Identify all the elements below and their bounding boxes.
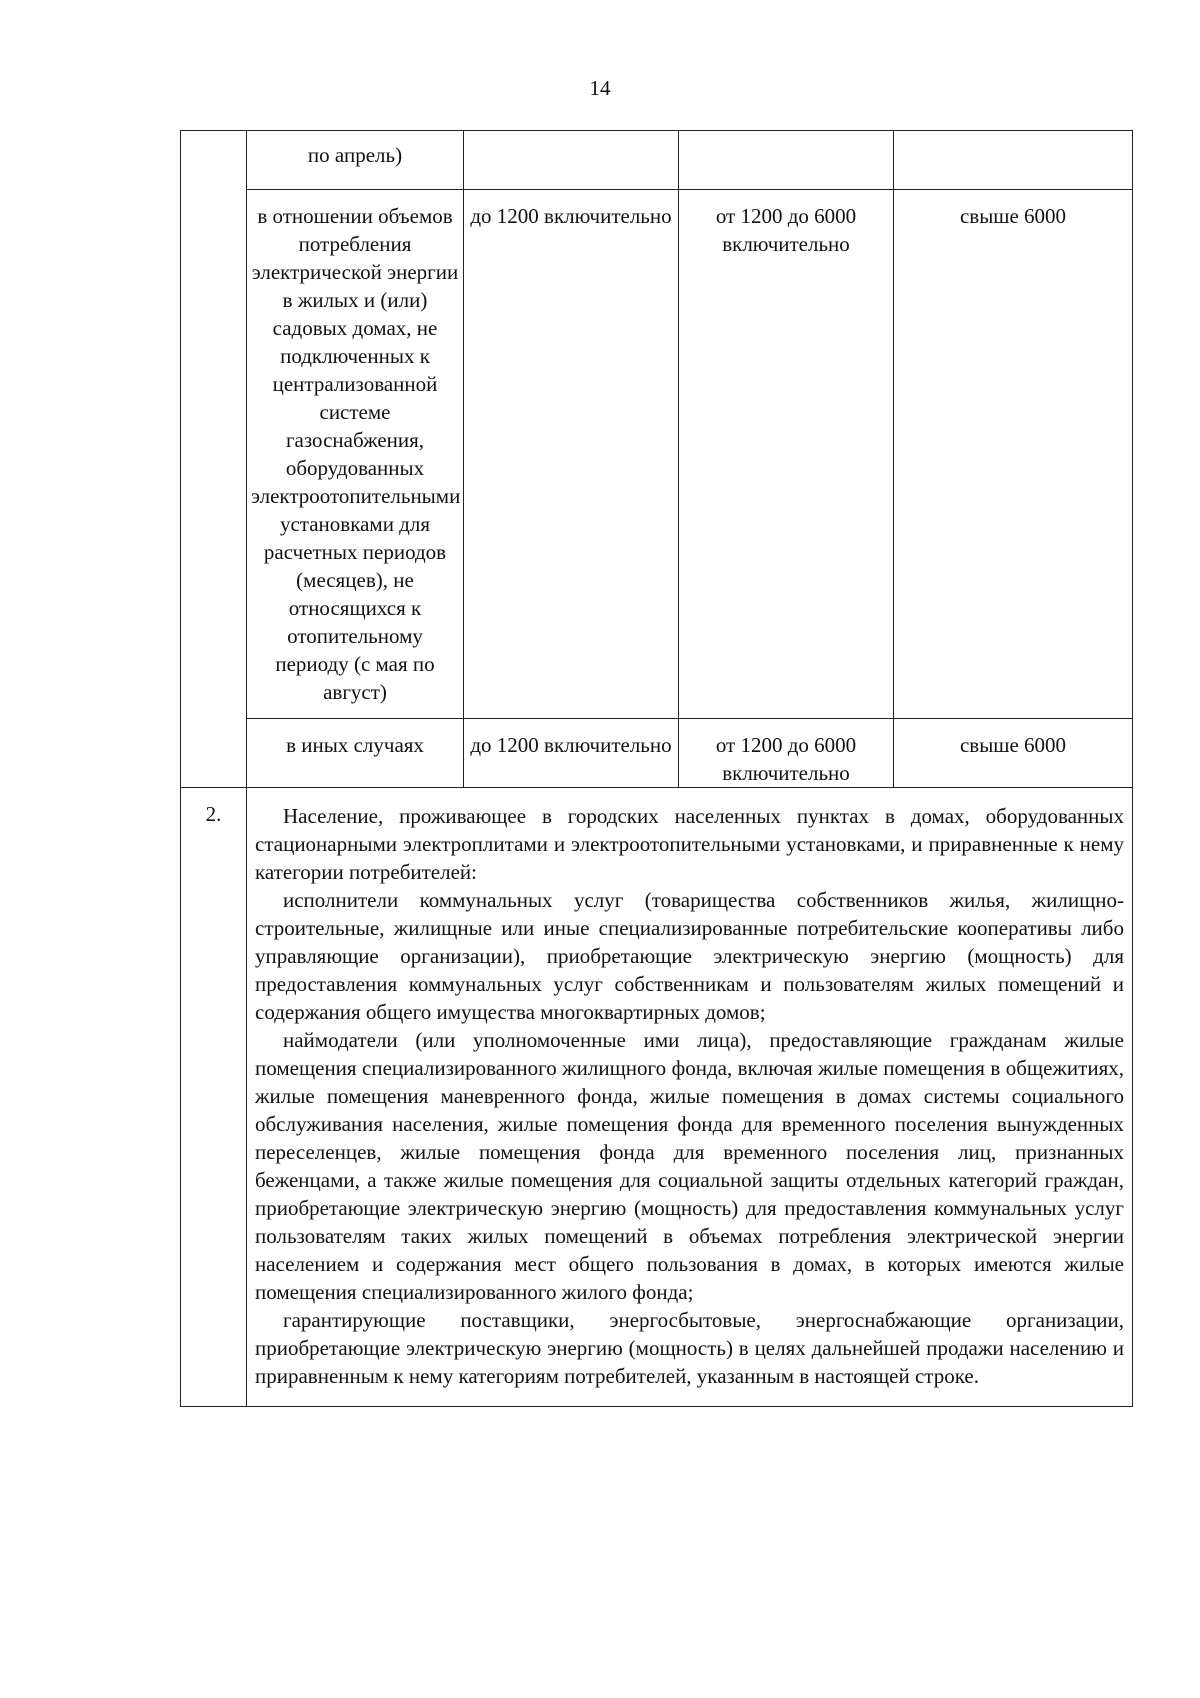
value-cell-2	[679, 719, 894, 788]
category-cell	[247, 190, 464, 719]
section-2-paragraph: Население, проживающее в городских населенных пунктах в домах, оборудованных стационарными электроплитами и электроотопительными установками, и приравненные к нему категории потребителей:	[255, 804, 1124, 884]
value-text: свыше 6000	[959, 204, 1067, 228]
table-row	[181, 131, 1133, 190]
value-cell-1	[464, 719, 679, 788]
row-number-cell	[181, 131, 247, 788]
value-cell-3	[894, 190, 1133, 719]
value-cell-2	[679, 131, 894, 190]
table-row	[181, 719, 1133, 788]
table-row-section-2	[181, 788, 1133, 1407]
value-cell-3	[894, 131, 1133, 190]
row-number: 2.	[181, 788, 247, 1407]
value-text: до 1200 включительно	[470, 204, 672, 228]
category-text: по апрель)	[307, 143, 403, 167]
value-cell-1	[464, 131, 679, 190]
table-row	[181, 190, 1133, 719]
tariff-table	[180, 130, 1133, 1407]
value-text: от 1200 до 6000 включительно	[715, 204, 857, 256]
value-cell-2	[679, 190, 894, 719]
value-cell-1	[464, 190, 679, 719]
category-text: в отношении объемов потребления электрической энергии в жилых и (или) садовых домах, не подключенных к централизованной системе газоснабжения, оборудованных электроотопительными установками для расчетных периодов (месяцев), не относящихся к отопительному периоду (с мая по август)	[251, 204, 461, 704]
category-cell	[247, 131, 464, 190]
category-text: в иных случаях	[286, 733, 424, 757]
value-text: от 1200 до 6000 включительно	[715, 733, 857, 785]
section-2-paragraph: наймодатели (или уполномоченные ими лица), предоставляющие гражданам жилые помещения специализированного жилищного фонда, включая жилые помещения в общежитиях, жилые помещения маневренного фонда, жилые помещения в домах системы социального обслуживания населения, жилые помещения фонда для временного поселения вынужденных переселенцев, жилые помещения фонда для временного поселения лиц, признанных беженцами, а также жилые помещения для социальной защиты отдельных категорий граждан, приобретающие электрическую энергию (мощность) для предоставления коммунальных услуг пользователям таких жилых помещений в объемах потребления электрической энергии населением и содержания мест общего пользования в домах, в которых имеются жилые помещения специализированного жилого фонда;	[255, 1028, 1124, 1304]
value-text: до 1200 включительно	[470, 733, 672, 757]
value-cell-3	[894, 719, 1133, 788]
section-2-paragraph: исполнители коммунальных услуг (товарищества собственников жилья, жилищно-строительные, жилищные или иные специализированные потребительские кооперативы либо управляющие организации), приобретающие электрическую энергию (мощность) для предоставления коммунальных услуг собственникам и пользователям жилых помещений и содержания общего имущества многоквартирных домов;	[255, 888, 1124, 1024]
section-2-text-cell	[247, 788, 1133, 1407]
category-cell	[247, 719, 464, 788]
page-number: 14	[589, 76, 611, 100]
value-text: свыше 6000	[959, 733, 1067, 757]
section-2-paragraph: гарантирующие поставщики, энергосбытовые, энергоснабжающие организации, приобретающие электрическую энергию (мощность) в целях дальнейшей продажи населению и приравненным к нему категориям потребителей, указанным в настоящей строке.	[255, 1308, 1124, 1388]
